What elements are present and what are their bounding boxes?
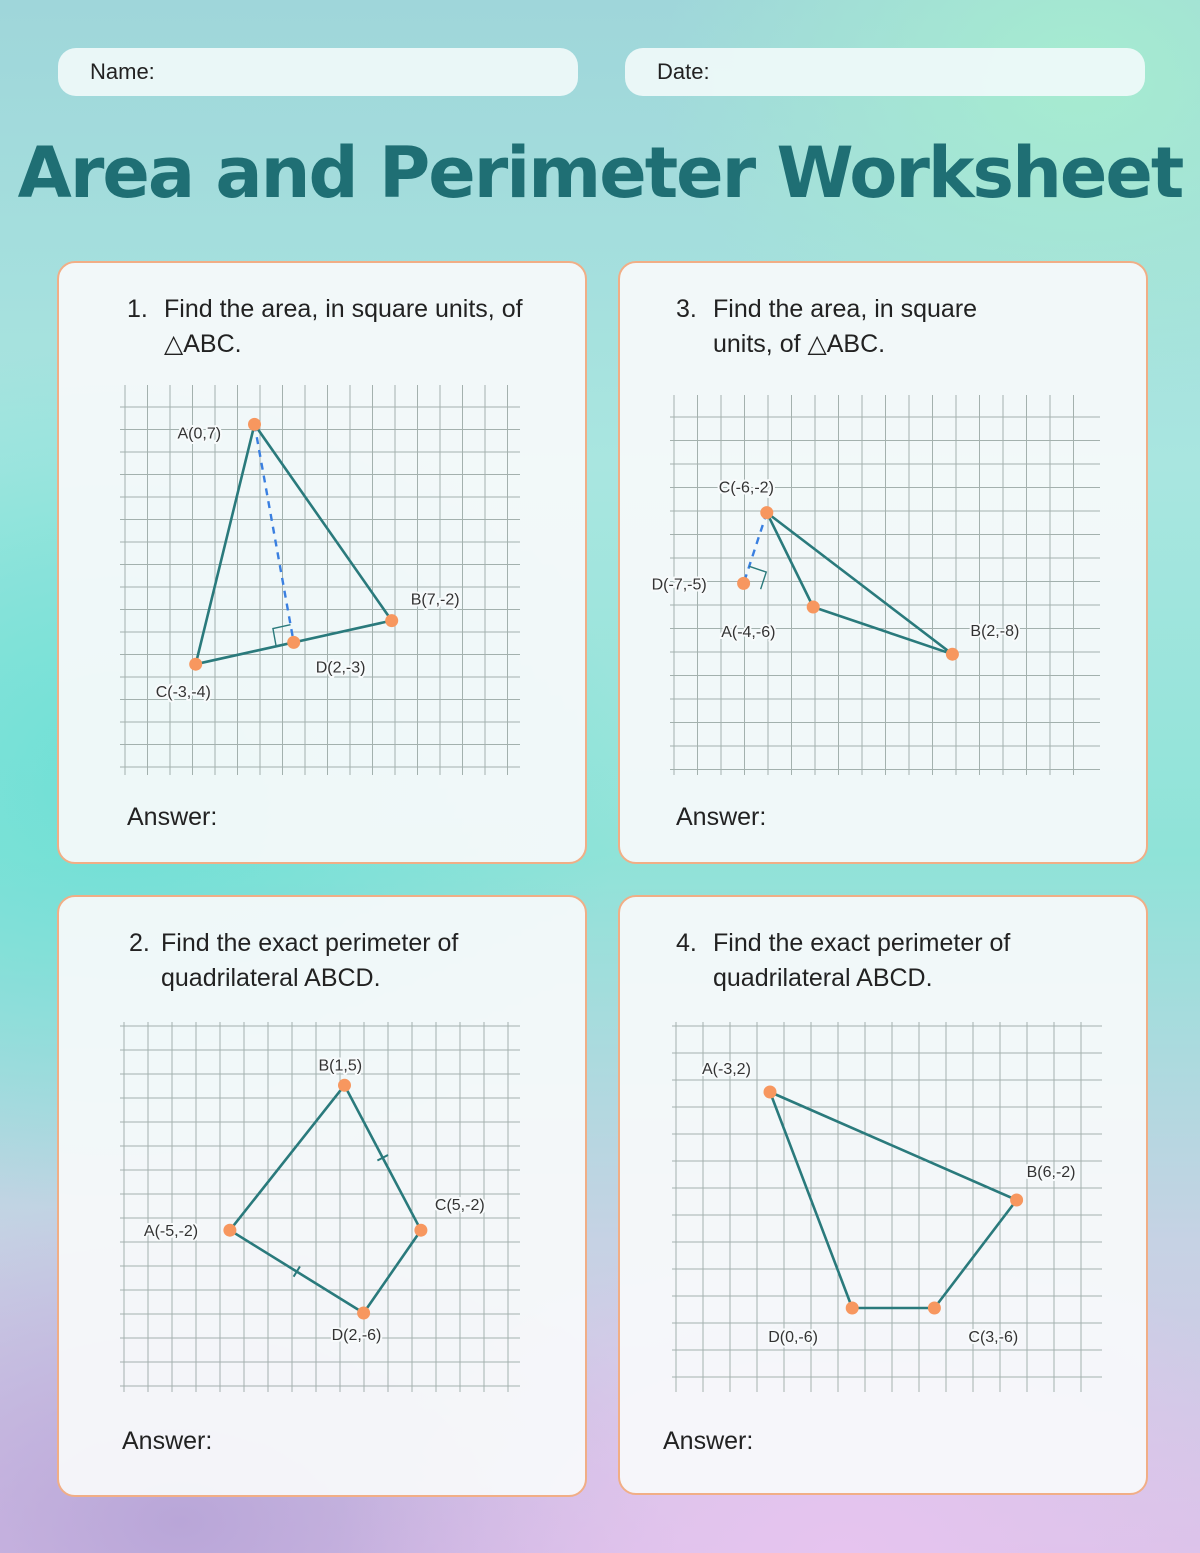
point-A <box>807 601 820 614</box>
point-B <box>1010 1194 1023 1207</box>
point-B <box>338 1079 351 1092</box>
point-C <box>928 1302 941 1315</box>
problem-2-question <box>129 926 511 996</box>
right-angle-marker <box>749 566 766 589</box>
problem-2-number: 2. <box>129 929 150 957</box>
problem-3-text: Find the area, in square units, of △ABC. <box>713 295 978 358</box>
grid-lines <box>670 395 1100 775</box>
point-label-B: B(7,-2) <box>410 591 460 609</box>
point-label-B: B(6,-2) <box>1026 1164 1076 1181</box>
point-B <box>946 648 959 661</box>
quadrilateral-abcd <box>770 1092 1017 1308</box>
date-field[interactable] <box>625 48 1145 96</box>
point-A <box>764 1086 777 1099</box>
point-D <box>357 1307 370 1320</box>
point-D <box>737 577 750 590</box>
point-label-A: A(-3,2) <box>702 1061 751 1078</box>
grid-lines <box>120 385 520 775</box>
problem-1-number: 1. <box>127 295 148 323</box>
problem-3-number: 3. <box>676 295 697 323</box>
problem-1-text: Find the area, in square units, of △ABC. <box>164 295 523 358</box>
problem-4-text: Find the exact perimeter of quadrilateral ABCD. <box>713 929 1011 992</box>
problem-2-answer-label[interactable]: Answer: <box>122 1427 213 1455</box>
problem-4-answer-label[interactable]: Answer: <box>663 1427 754 1455</box>
problem-3-question <box>676 292 1013 362</box>
point-D <box>846 1302 859 1315</box>
name-label: Name: <box>90 59 155 84</box>
point-A <box>223 1224 236 1237</box>
point-label-A: A(-5,-2) <box>143 1223 199 1241</box>
date-label: Date: <box>657 59 710 84</box>
coordinate-grid-1 <box>120 385 520 775</box>
height-line <box>744 513 767 584</box>
point-label-D: D(2,-3) <box>315 659 366 677</box>
point-B <box>385 614 398 627</box>
triangle-abc <box>196 424 392 664</box>
point-C <box>414 1224 427 1237</box>
point-label-D: D(2,-6) <box>331 1327 382 1344</box>
point-label-D: D(-7,-5) <box>651 576 707 594</box>
coordinate-grid-4 <box>672 1022 1102 1392</box>
coordinate-grid-2 <box>120 1022 520 1392</box>
point-label-A: A(0,7) <box>177 425 222 443</box>
point-C <box>189 658 202 671</box>
problem-4-question <box>676 926 1063 996</box>
triangle-abc <box>767 513 953 655</box>
worksheet-title: Area and Perimeter Worksheet <box>17 132 1183 214</box>
problem-3-answer-label[interactable]: Answer: <box>676 803 767 831</box>
coordinate-grid-3 <box>651 395 1100 775</box>
point-label-C: C(-3,-4) <box>155 684 211 702</box>
problem-4-number: 4. <box>676 929 697 957</box>
point-label-C: C(-6,-2) <box>718 479 774 497</box>
point-D <box>287 636 300 649</box>
point-label-B: B(2,-8) <box>970 623 1020 641</box>
point-A <box>248 418 261 431</box>
name-field[interactable] <box>58 48 578 96</box>
quadrilateral-abcd <box>230 1085 421 1313</box>
problem-1-question <box>127 292 544 362</box>
point-label-B: B(1,5) <box>318 1057 363 1075</box>
point-label-D: D(0,-6) <box>768 1329 818 1346</box>
point-label-A: A(-4,-6) <box>721 624 776 641</box>
problem-1-answer-label[interactable]: Answer: <box>127 803 218 831</box>
point-C <box>760 506 773 519</box>
problem-2-text: Find the exact perimeter of quadrilateral ABCD. <box>161 929 459 992</box>
point-label-C: C(5,-2) <box>434 1197 485 1215</box>
point-label-C: C(3,-6) <box>968 1329 1019 1346</box>
